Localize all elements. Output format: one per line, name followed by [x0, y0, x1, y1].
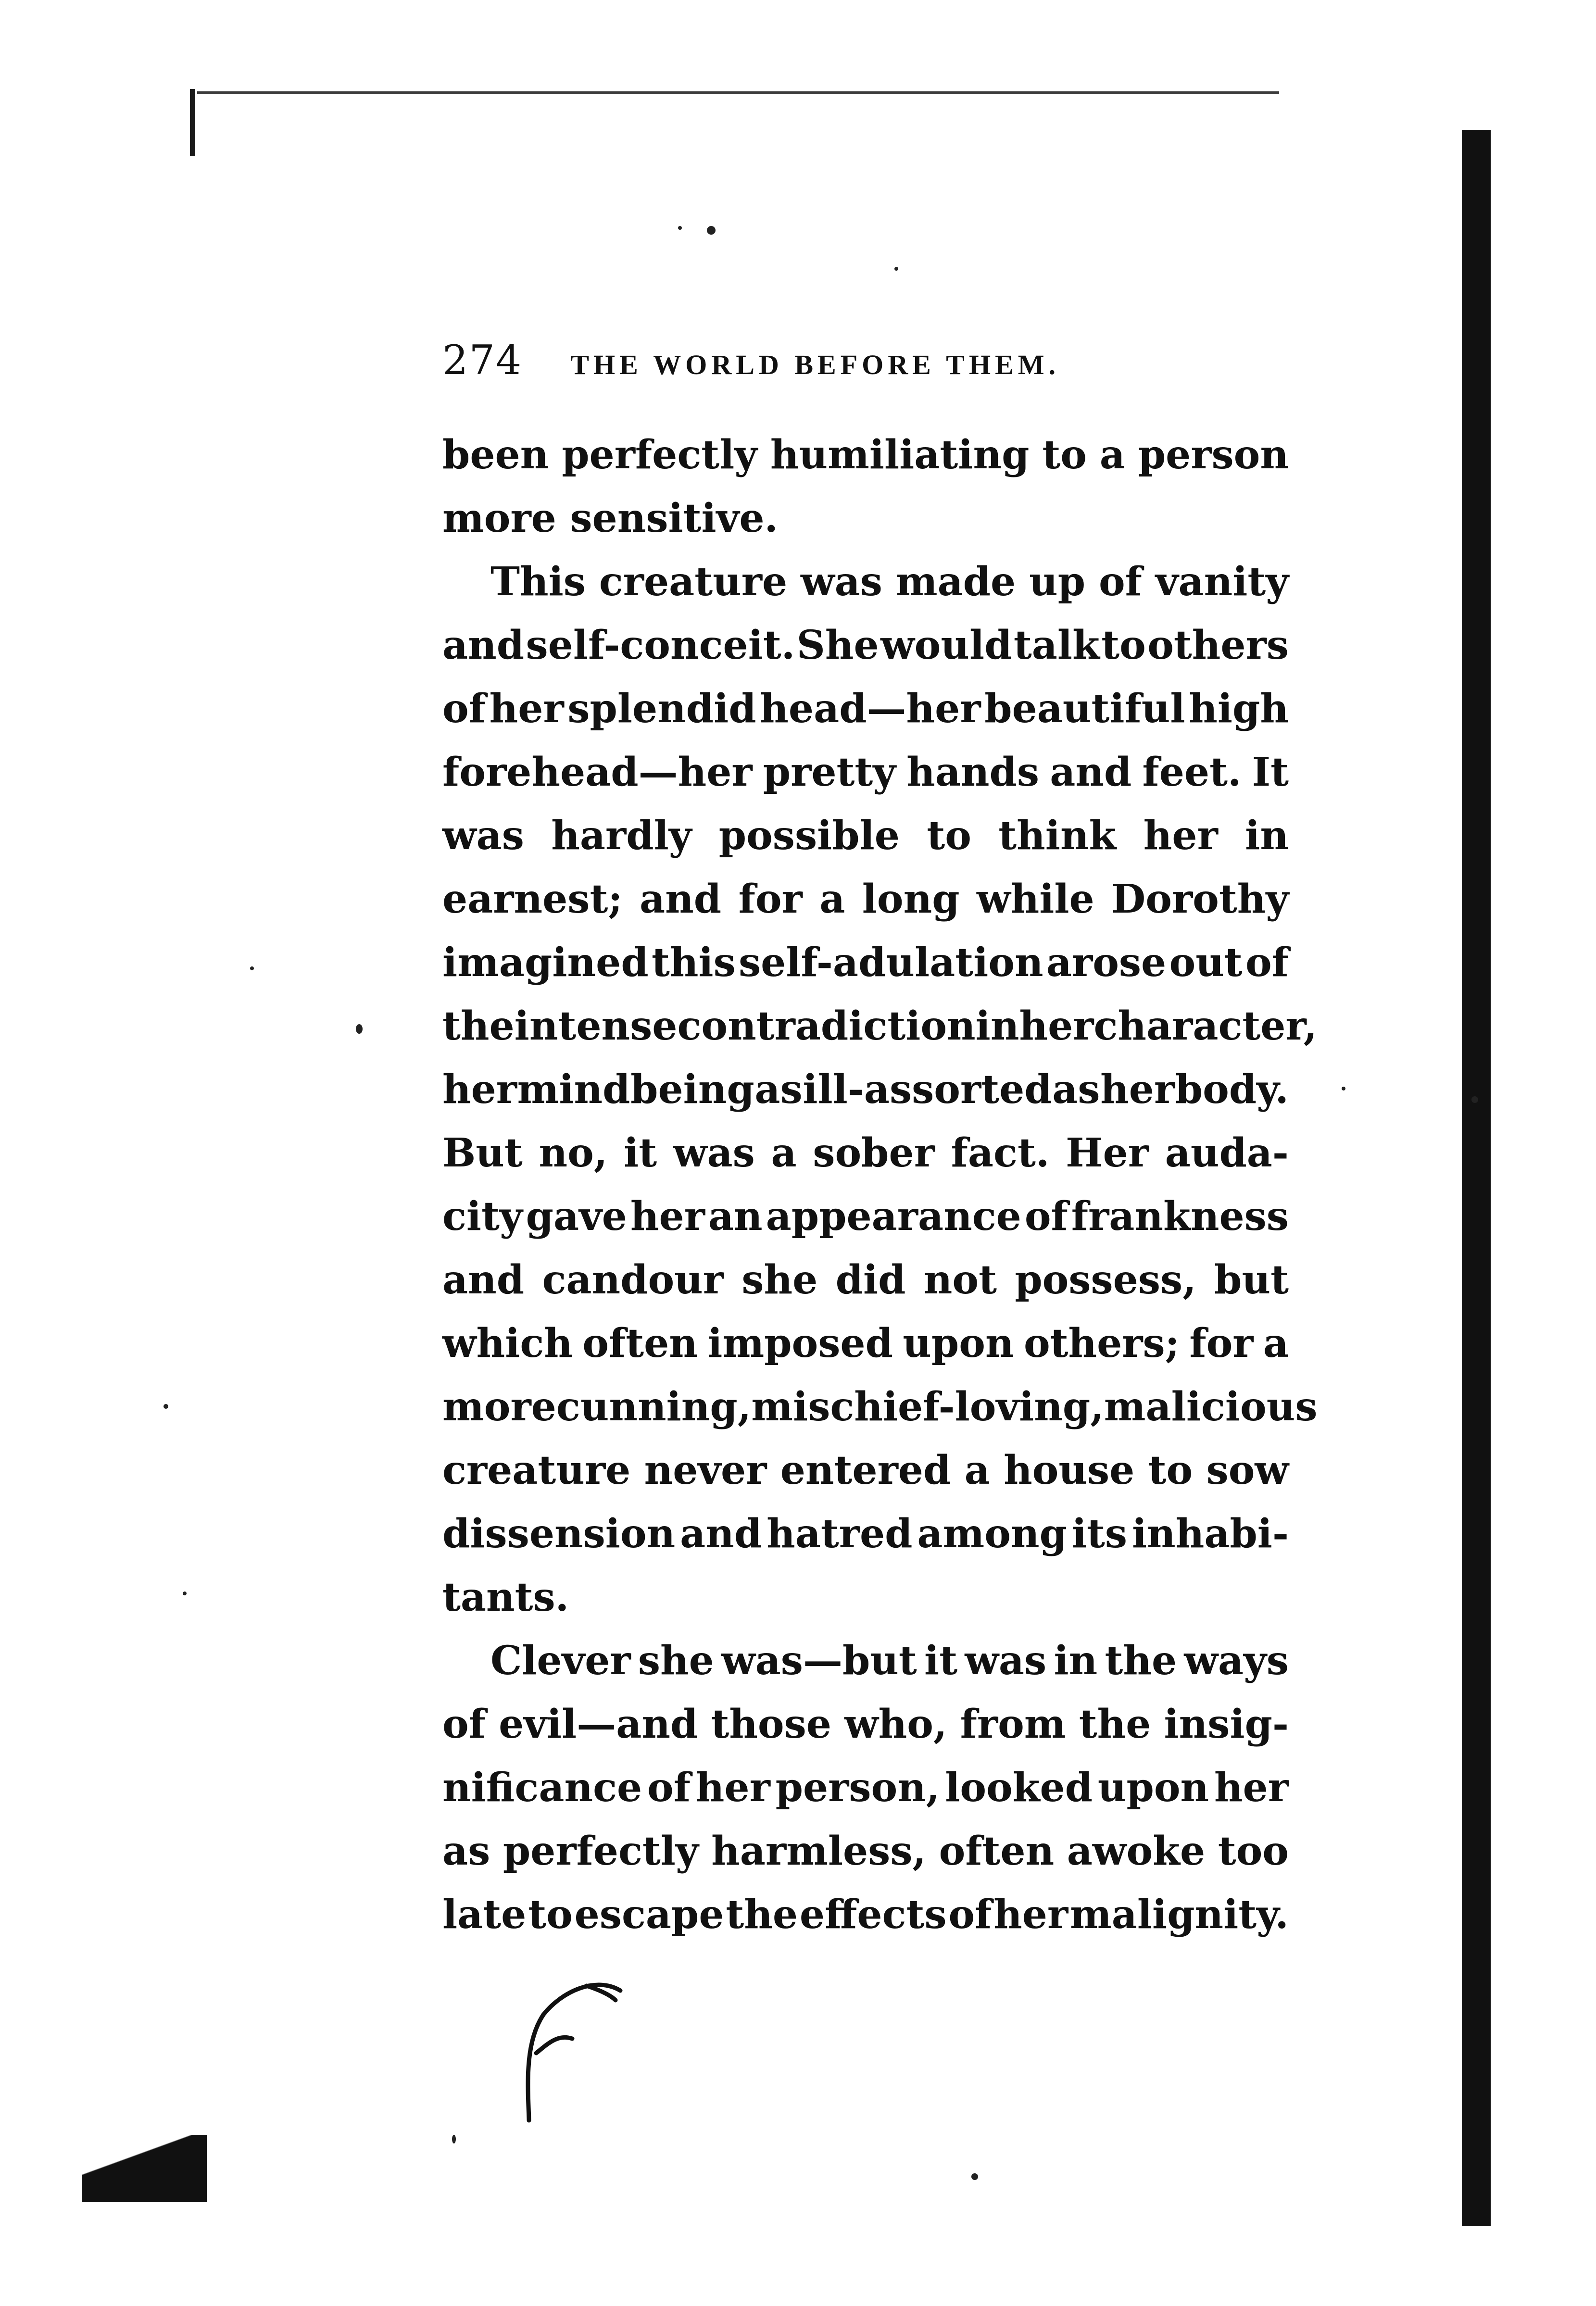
- text-line: [442, 677, 1289, 740]
- word: this: [651, 940, 736, 986]
- word: creature: [599, 559, 788, 605]
- word: sow: [1206, 1447, 1289, 1493]
- word: intense: [514, 1003, 678, 1049]
- text-line: [442, 423, 1289, 487]
- word: possible: [718, 813, 900, 859]
- word: hatred: [767, 1511, 913, 1557]
- word: cunning,: [556, 1384, 752, 1430]
- word: upon: [1097, 1765, 1209, 1811]
- word: of: [442, 686, 486, 732]
- word: among: [917, 1511, 1067, 1557]
- text-line: [442, 994, 1318, 1058]
- word: while: [977, 876, 1094, 922]
- word: never: [644, 1447, 767, 1493]
- word: a: [771, 1130, 797, 1176]
- word: was: [801, 559, 882, 605]
- word: up: [1029, 559, 1086, 605]
- scan-top-rule: [197, 91, 1279, 94]
- word: who,: [844, 1701, 947, 1747]
- word: malignity.: [1070, 1892, 1289, 1938]
- word: the: [726, 1892, 798, 1938]
- word: for: [738, 876, 803, 922]
- word: awoke: [1067, 1828, 1206, 1874]
- running-title: THE WORLD BEFORE THEM.: [570, 349, 1060, 380]
- word: effects: [799, 1892, 947, 1938]
- text-line: [442, 1756, 1289, 1819]
- word: her: [695, 1765, 770, 1811]
- word: and: [640, 876, 722, 922]
- word: was—but: [721, 1638, 917, 1684]
- scan-speck: [707, 226, 716, 235]
- text-line: [442, 1502, 1289, 1566]
- word: mischief-loving,: [751, 1384, 1104, 1430]
- text-line: [442, 1312, 1289, 1375]
- word: house: [1004, 1447, 1135, 1493]
- word: she: [638, 1638, 714, 1684]
- word: entered: [780, 1447, 951, 1493]
- text-line-words: [442, 994, 1318, 1058]
- word: her: [489, 686, 564, 732]
- word: But: [442, 1130, 523, 1176]
- body-text: [442, 423, 1318, 1946]
- text-line-words: [442, 1883, 1289, 1946]
- word: city: [442, 1193, 523, 1240]
- word: and: [442, 622, 525, 668]
- scan-right-edge: [1462, 130, 1491, 2226]
- scan-speck: [452, 2135, 456, 2143]
- word: imagined: [442, 940, 649, 986]
- word: of: [1098, 559, 1142, 605]
- word: was: [442, 813, 524, 859]
- scan-speck: [1471, 1096, 1478, 1103]
- word: was: [965, 1638, 1047, 1684]
- word: insig-: [1164, 1701, 1289, 1747]
- text-line: [442, 1058, 1289, 1121]
- word: frankness: [1071, 1193, 1289, 1240]
- word: no,: [539, 1130, 608, 1176]
- word: body.: [1175, 1066, 1289, 1113]
- word: of: [948, 1892, 992, 1938]
- word: and: [1050, 749, 1132, 795]
- word: a: [1263, 1320, 1289, 1366]
- word: not: [923, 1257, 997, 1303]
- scan-speck: [356, 1024, 363, 1034]
- text-line: [442, 1375, 1318, 1439]
- text-line: more sensitive.: [442, 495, 779, 541]
- word: of: [442, 1701, 486, 1747]
- word: its: [1071, 1511, 1128, 1557]
- word: been: [442, 432, 549, 478]
- word: those: [711, 1701, 831, 1747]
- text-line: [442, 931, 1289, 994]
- word: the: [1079, 1701, 1151, 1747]
- word: as: [442, 1828, 490, 1874]
- text-line: tants.: [442, 1574, 569, 1620]
- text-line-words: [442, 1058, 1289, 1121]
- text-line: [442, 1883, 1289, 1946]
- word: a: [1099, 432, 1125, 478]
- word: beautiful: [984, 686, 1185, 732]
- text-line: [442, 1692, 1289, 1756]
- text-line: [442, 1629, 1289, 1692]
- word: too: [1218, 1828, 1289, 1874]
- word: feet.: [1142, 749, 1242, 795]
- text-line: [442, 1819, 1289, 1883]
- word: a: [964, 1447, 990, 1493]
- word: character,: [1093, 1003, 1318, 1049]
- text-line: [442, 550, 1289, 614]
- word: escape: [574, 1892, 724, 1938]
- word: vanity: [1155, 559, 1289, 605]
- word: her: [630, 1193, 705, 1240]
- text-line-words: [442, 677, 1289, 740]
- word: humiliating: [770, 432, 1030, 478]
- word: her: [1214, 1765, 1289, 1811]
- word: auda-: [1165, 1130, 1289, 1176]
- text-line: [442, 1439, 1289, 1502]
- word: mind: [517, 1066, 630, 1113]
- word: creature: [442, 1447, 631, 1493]
- text-line-words: [442, 1121, 1289, 1185]
- word: her: [1100, 1066, 1175, 1113]
- word: high: [1189, 686, 1289, 732]
- word: was: [673, 1130, 755, 1176]
- word: talk: [1013, 622, 1100, 668]
- word: more: [442, 1384, 556, 1430]
- word: her: [993, 1892, 1068, 1938]
- word: she: [741, 1257, 818, 1303]
- word: hardly: [551, 813, 692, 859]
- word: This: [490, 559, 586, 605]
- text-line-words: [442, 867, 1289, 931]
- word: it: [924, 1638, 958, 1684]
- scan-speck: [183, 1592, 187, 1595]
- word: as: [754, 1066, 803, 1113]
- text-line-words: [442, 1439, 1289, 1502]
- word: It: [1252, 749, 1289, 795]
- text-line-words: [442, 740, 1289, 804]
- word: perfectly: [503, 1828, 699, 1874]
- word: the: [442, 1003, 515, 1049]
- text-line-words: [490, 550, 1289, 614]
- word: her: [442, 1066, 517, 1113]
- word: did: [835, 1257, 906, 1303]
- word: of: [647, 1765, 691, 1811]
- word: person: [1138, 432, 1289, 478]
- word: late: [442, 1892, 527, 1938]
- text-line-words: [442, 1756, 1289, 1819]
- word: to: [927, 813, 971, 859]
- text-line-words: [490, 1629, 1289, 1692]
- word: the: [1105, 1638, 1177, 1684]
- word: and: [680, 1511, 762, 1557]
- word: long: [862, 876, 960, 922]
- word: arose: [1046, 940, 1167, 986]
- text-line-words: [442, 1185, 1289, 1248]
- word: an: [708, 1193, 763, 1240]
- text-line-words: [442, 804, 1289, 867]
- word: ways: [1184, 1638, 1289, 1684]
- word: earnest;: [442, 876, 623, 922]
- word: for: [1189, 1320, 1254, 1366]
- word: made: [895, 559, 1016, 605]
- scan-speck: [250, 966, 254, 970]
- text-line: [442, 1185, 1289, 1248]
- scan-speck: [971, 2173, 978, 2180]
- text-line: [442, 740, 1289, 804]
- text-line: [442, 1248, 1289, 1312]
- word: in: [975, 1003, 1019, 1049]
- word: imposed: [707, 1320, 893, 1366]
- word: sober: [813, 1130, 935, 1176]
- scan-speck: [1342, 1087, 1345, 1090]
- word: dissension: [442, 1511, 676, 1557]
- word: self-conceit.: [526, 622, 795, 668]
- word: it: [624, 1130, 657, 1176]
- word: others;: [1023, 1320, 1180, 1366]
- word: contradiction: [677, 1003, 976, 1049]
- word: person,: [775, 1765, 940, 1811]
- word: which: [442, 1320, 573, 1366]
- text-line-words: [442, 1248, 1289, 1312]
- word: splendid: [567, 686, 756, 732]
- running-head: [442, 337, 1298, 394]
- text-line-words: [442, 1502, 1289, 1566]
- word: hands: [906, 749, 1039, 795]
- word: would: [880, 622, 1012, 668]
- word: to: [1101, 622, 1146, 668]
- word: her: [1019, 1003, 1094, 1049]
- word: head—her: [760, 686, 981, 732]
- word: to: [1148, 1447, 1193, 1493]
- word: evil—and: [499, 1701, 698, 1747]
- text-line-words: [442, 1819, 1289, 1883]
- word: self-adulation: [739, 940, 1043, 986]
- text-line: [442, 867, 1289, 931]
- text-line-words: [442, 1375, 1318, 1439]
- pen-scribble: [515, 1971, 640, 2125]
- word: in: [1245, 813, 1289, 859]
- word: as: [1052, 1066, 1100, 1113]
- word: upon: [903, 1320, 1014, 1366]
- word: of: [1245, 940, 1289, 986]
- word: harmless,: [711, 1828, 927, 1874]
- word: Her: [1066, 1130, 1149, 1176]
- text-line-words: [442, 423, 1289, 487]
- word: nificance: [442, 1765, 642, 1811]
- word: ill-assorted: [803, 1066, 1052, 1113]
- page-number: 274: [442, 337, 523, 384]
- word: looked: [945, 1765, 1093, 1811]
- text-line-words: [442, 931, 1289, 994]
- word: fact.: [951, 1130, 1050, 1176]
- word: She: [796, 622, 879, 668]
- word: think: [998, 813, 1117, 859]
- text-line: [442, 1121, 1289, 1185]
- text-line-words: [442, 1312, 1289, 1375]
- text-line-words: [442, 1692, 1289, 1756]
- word: appearance: [766, 1193, 1021, 1240]
- word: to: [528, 1892, 573, 1938]
- scan-speck: [894, 267, 898, 271]
- word: but: [1214, 1257, 1289, 1303]
- word: candour: [542, 1257, 724, 1303]
- word: being: [630, 1066, 754, 1113]
- word: often: [939, 1828, 1055, 1874]
- word: pretty: [763, 749, 896, 795]
- text-line: [442, 804, 1289, 867]
- scan-speck: [163, 1404, 168, 1409]
- word: Dorothy: [1111, 876, 1289, 922]
- word: often: [582, 1320, 698, 1366]
- word: malicious: [1104, 1384, 1318, 1430]
- word: out: [1169, 940, 1243, 986]
- word: in: [1054, 1638, 1098, 1684]
- word: possess,: [1015, 1257, 1196, 1303]
- word: and: [442, 1257, 525, 1303]
- scan-corner-mark: [190, 89, 195, 156]
- word: a: [819, 876, 845, 922]
- text-line: [442, 614, 1289, 677]
- word: from: [960, 1701, 1066, 1747]
- text-line-words: [442, 614, 1289, 677]
- word: forehead—her: [442, 749, 753, 795]
- scan-ink-blot: [82, 2135, 207, 2202]
- word: gave: [526, 1193, 627, 1240]
- word: others: [1147, 622, 1289, 668]
- scan-speck: [678, 226, 682, 230]
- word: of: [1024, 1193, 1068, 1240]
- word: to: [1042, 432, 1087, 478]
- word: Clever: [490, 1638, 631, 1684]
- word: her: [1143, 813, 1218, 859]
- word: inhabi-: [1131, 1511, 1289, 1557]
- word: perfectly: [562, 432, 757, 478]
